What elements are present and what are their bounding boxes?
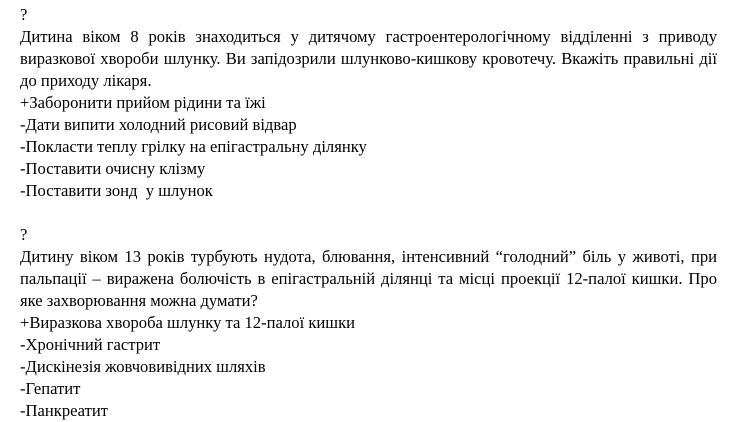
option-label: Поставити очисну клізму — [25, 159, 206, 178]
option-label: Покласти теплу грілку на епігастральну ділянку — [25, 137, 367, 156]
answer-option — [20, 356, 717, 378]
answer-option — [20, 180, 717, 202]
answer-option — [20, 136, 717, 158]
option-label: Поставити зонд у шлунок — [25, 181, 213, 200]
option-prefix: - — [20, 401, 26, 420]
option-label: Дати випити холодний рисовий відвар — [25, 115, 297, 134]
option-prefix: - — [20, 357, 26, 376]
option-prefix: + — [20, 313, 30, 332]
option-prefix: - — [20, 181, 26, 200]
question-text: Дитину віком 13 років турбують нудота, блювання, інтенсивний “голодний” біль у животі, при пальпації – виражена болючість в епігастральній ділянці та місці проекції 12-палої кишки. Про яке захворювання можна думати? — [20, 247, 722, 310]
answer-option — [20, 312, 717, 334]
answer-option — [20, 92, 717, 114]
option-label: Заборонити прийом рідини та їжі — [29, 93, 266, 112]
question-marker: ? — [20, 5, 28, 24]
answer-option — [20, 334, 717, 356]
option-label: Гепатит — [25, 379, 81, 398]
question-marker: ? — [20, 225, 28, 244]
answer-option — [20, 400, 717, 422]
option-prefix: - — [20, 159, 26, 178]
answer-option — [20, 378, 717, 400]
option-prefix: - — [20, 115, 26, 134]
option-prefix: - — [20, 335, 26, 354]
option-label: Дискінезія жовчовивідних шляхів — [25, 357, 266, 376]
option-prefix: - — [20, 137, 26, 156]
option-label: Панкреатит — [25, 401, 109, 420]
question-text: Дитина віком 8 років знаходиться у дитячому гастроентерологічному відділенні з приводу виразкової хвороби шлунку. Ви запідозрили шлунково-кишкову кровотечу. Вкажіть правильні дії до приходу лікаря. — [20, 27, 726, 90]
answer-option — [20, 158, 717, 180]
option-label: Хронічний гастрит — [25, 335, 161, 354]
option-prefix: + — [20, 93, 30, 112]
question-block-1 — [20, 4, 726, 202]
question-block-2 — [20, 224, 722, 422]
answer-option — [20, 114, 717, 136]
option-label: Виразкова хвороба шлунку та 12-палої кишки — [29, 313, 356, 332]
option-prefix: - — [20, 379, 26, 398]
